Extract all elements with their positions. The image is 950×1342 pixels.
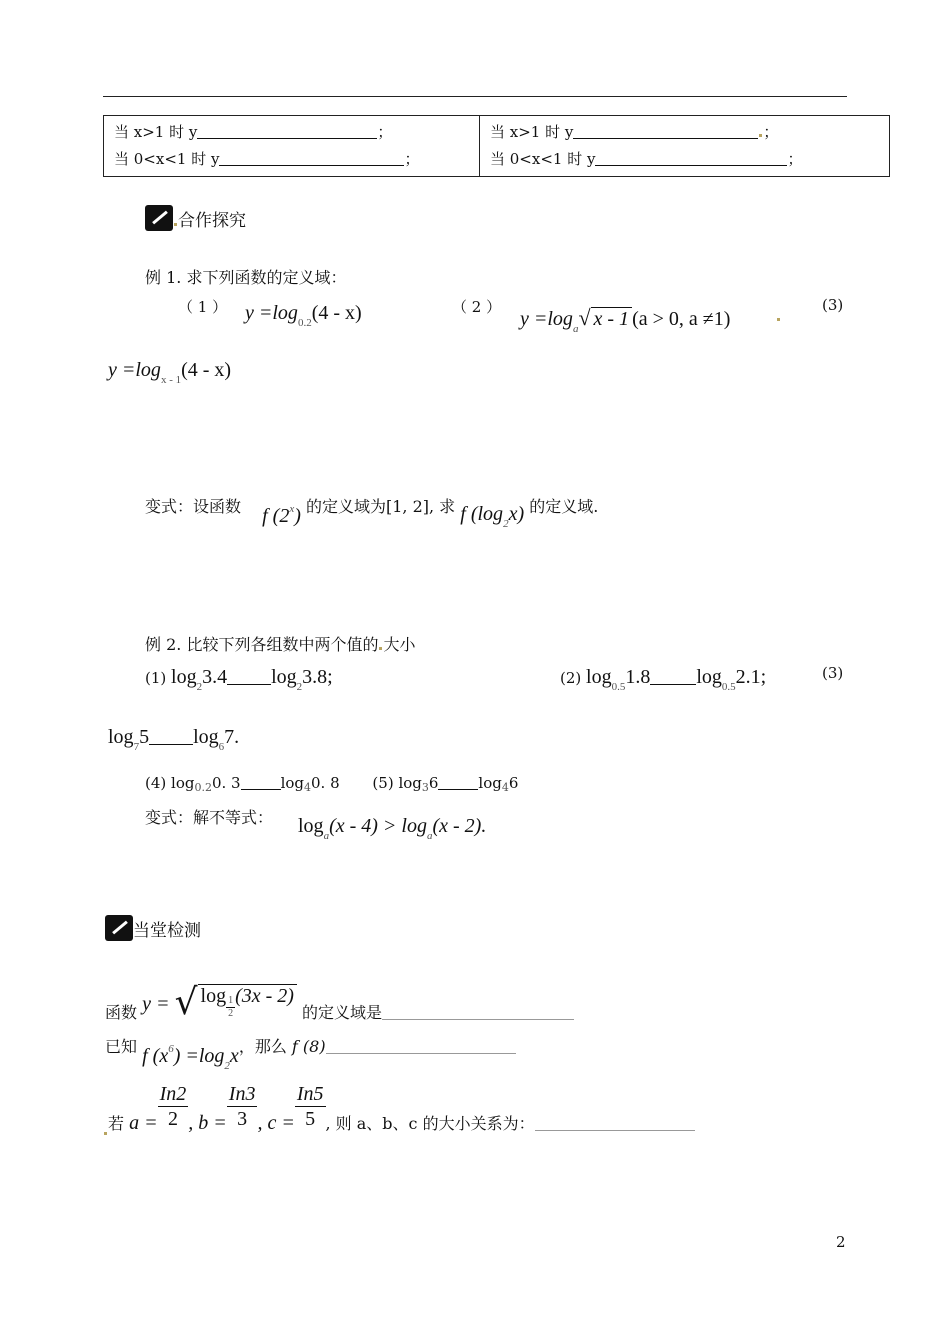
ex2-item3-number: (3) bbox=[822, 664, 844, 682]
ex2-item2: (2) $\log_{0.5}1.8$ $\log_{0.5}2.1$; bbox=[560, 666, 767, 693]
left-row2-label: 当 0<x<1 时 y bbox=[114, 150, 220, 168]
ex1-item2-number: （ 2 ） bbox=[452, 298, 502, 316]
answer-blank bbox=[573, 124, 758, 139]
ex1-formula2: $y =\log_a√$ x - 1 (a > 0, a ≠1) bbox=[520, 305, 731, 335]
example2-title: 例 2. 比较下列各组数中两个值的 大小 bbox=[145, 635, 416, 654]
left-row1-label: 当 x>1 时 y bbox=[114, 123, 198, 141]
header-rule bbox=[103, 96, 847, 97]
example1-title: 例 1. 求下列函数的定义域： bbox=[145, 268, 347, 287]
page-number: 2 bbox=[836, 1233, 846, 1251]
answer-blank bbox=[219, 151, 404, 166]
compare-blank bbox=[227, 670, 271, 685]
table-cell-right: 当 x>1 时 y ； 当 0<x<1 时 y ； bbox=[480, 116, 890, 177]
ex1-item3-number: (3) bbox=[822, 296, 844, 314]
answer-blank bbox=[595, 151, 787, 166]
check-question-3: 若 a = $\frac{In2}{2}$ , b = $\frac{In3}{3}$ , c = $\frac{In5}{5}$ , 则 a、b、c 的大小关系为： bbox=[103, 1082, 695, 1131]
check-question-1: 函数 y = √ log $\frac{1}{2}$ (3x - 2) 的定义域是 bbox=[105, 972, 574, 1022]
compare-blank bbox=[149, 730, 193, 745]
ex1-formula1: $y =\log_{0.2}(4 - x)$ bbox=[245, 302, 362, 329]
ex2-item1: (1) $\log_23.4$ $\log_23.8$; bbox=[145, 666, 333, 693]
ex2-item3: $\log_75$ $\log_67$. bbox=[108, 726, 240, 753]
properties-table bbox=[103, 115, 890, 177]
ex1-item1-number: （ 1 ） bbox=[178, 298, 228, 316]
section-heading-check: 当堂检测 bbox=[105, 915, 201, 941]
variant2-label: 变式：解不等式： bbox=[145, 808, 274, 827]
pencil-icon bbox=[105, 915, 133, 941]
check-question-2: 已知 f $(x^6) =\log_2x$，那么 f (8) bbox=[105, 1033, 516, 1062]
answer-blank bbox=[382, 1005, 574, 1020]
compare-blank bbox=[650, 670, 696, 685]
ex1-formula3: $y =\log_{x - 1}(4 - x)$ bbox=[108, 359, 232, 386]
ex2-items-4-5: (4) $\log_{0.2}0$. 3 $\log_40$. 8 (5) $\log_36$ $\log_46$ bbox=[145, 774, 519, 794]
answer-blank bbox=[197, 124, 377, 139]
pencil-icon bbox=[145, 205, 173, 231]
variant1: 变式：设函数 f (2$^x$) 的定义域为[1, 2], 求 f $(\log_2x)$ 的定义域. bbox=[145, 497, 599, 530]
table-cell-left: 当 x>1 时 y ； 当 0<x<1 时 y ； bbox=[104, 116, 480, 177]
right-row1-label: 当 x>1 时 y bbox=[490, 123, 574, 141]
section-heading-cooperative: 合作探究 bbox=[145, 205, 246, 231]
answer-blank bbox=[326, 1039, 516, 1054]
right-row2-label: 当 0<x<1 时 y bbox=[490, 150, 596, 168]
answer-blank bbox=[535, 1116, 695, 1131]
variant2-inequality: $\log_a(x - 4) > \log_a(x - 2)$. bbox=[298, 815, 487, 842]
